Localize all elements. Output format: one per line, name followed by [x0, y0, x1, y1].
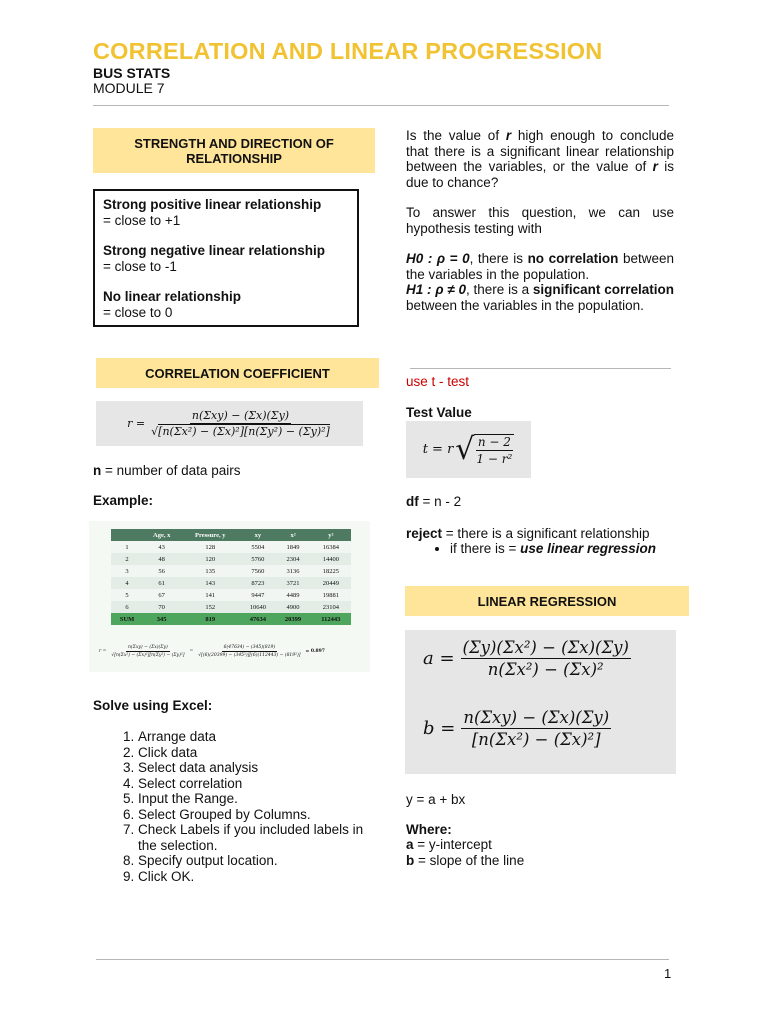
hypothesis-h0	[406, 251, 674, 282]
list-item: 5. Input the Range.	[138, 791, 373, 807]
intro-part3: is due to chance?	[406, 159, 674, 190]
strength-none-label: No linear relationship	[103, 289, 242, 304]
table-cell: 9447	[240, 589, 275, 601]
reject-bullet	[406, 541, 686, 557]
example-image	[89, 521, 370, 672]
linear-regression-heading-text: LINEAR REGRESSION	[477, 593, 617, 609]
example-formula-den: √[n(Σx²) − (Σx)²][n(Σy²) − (Σy)²]	[111, 653, 185, 658]
table-header-cell	[111, 529, 143, 541]
n-symbol: n	[93, 463, 102, 478]
table-sum-cell: SUM	[111, 613, 143, 625]
table-cell: 43	[143, 541, 180, 553]
strength-heading-text: STRENGTH AND DIRECTION OF RELATIONSHIP	[134, 135, 334, 166]
table-header-cell: Age, x	[143, 529, 180, 541]
reject-text: = there is a significant relationship	[442, 526, 650, 541]
table-cell: 23104	[311, 601, 351, 613]
list-item: 3. Select data analysis	[138, 760, 373, 776]
course-subtitle: BUS STATS	[93, 65, 171, 81]
intro-part2: high enough to conclude that there is a significant linear relationship between the variables, or the value of	[406, 128, 674, 174]
table-header-cell: x²	[275, 529, 310, 541]
table-cell: 2	[111, 553, 143, 565]
table-sum-cell: 112443	[311, 613, 351, 625]
where-label: Where:	[406, 822, 452, 837]
table-cell: 3721	[275, 577, 310, 589]
correlation-formula: r = $\frac{\text{n(Σxy) − (Σx)(Σy)}}{\text{√[n(Σx²) − (Σx)²][n(Σy²) − (Σy)²]}}$	[96, 401, 363, 446]
table-cell: 18225	[311, 565, 351, 577]
table-cell: 128	[180, 541, 240, 553]
list-item: 6. Select Grouped by Columns.	[138, 807, 373, 823]
example-label: Example:	[93, 493, 154, 508]
strength-positive-label: Strong positive linear relationship	[103, 197, 322, 212]
t-formula-denominator: 1 − r²	[476, 451, 513, 466]
table-sum-cell: 819	[180, 613, 240, 625]
linear-regression-heading	[405, 586, 689, 616]
table-cell: 3136	[275, 565, 310, 577]
table-cell: 141	[180, 589, 240, 601]
reject-label: reject	[406, 526, 443, 541]
formula-a-lhs: a =	[423, 648, 455, 669]
list-item: 7. Check Labels if you included labels in the selection.	[138, 822, 373, 853]
table-sum-cell: 20399	[275, 613, 310, 625]
table-cell: 6	[111, 601, 143, 613]
hypothesis-h1	[406, 282, 674, 313]
table-cell: 10640	[240, 601, 275, 613]
table-cell: 16384	[311, 541, 351, 553]
def-b-symbol: b	[406, 853, 415, 868]
table-header-cell: Pressure, y	[180, 529, 240, 541]
regression-equation: y = a + bx	[406, 792, 466, 807]
formula-b-denominator: [n(Σx²) − (Σx)²]	[471, 730, 601, 749]
correlation-coefficient-heading-text: CORRELATION COEFFICIENT	[145, 365, 330, 381]
intro-part1: Is the value of	[406, 128, 506, 143]
table-cell: 8723	[240, 577, 275, 589]
header-divider	[93, 105, 669, 106]
table-cell: 19881	[311, 589, 351, 601]
table-cell: 48	[143, 553, 180, 565]
def-b	[406, 853, 524, 869]
table-row	[111, 553, 351, 565]
table-sum-cell: 47634	[240, 613, 275, 625]
table-header-cell: xy	[240, 529, 275, 541]
table-row	[111, 589, 351, 601]
table-sum-row	[111, 613, 351, 625]
def-a-symbol: a	[406, 837, 414, 852]
def-b-text: = slope of the line	[414, 853, 525, 868]
table-cell: 4489	[275, 589, 310, 601]
module-label: MODULE 7	[93, 80, 165, 96]
strength-negative-label: Strong negative linear relationship	[103, 243, 326, 258]
h1-text1: , there is a	[466, 282, 533, 297]
table-cell: 5	[111, 589, 143, 601]
list-item: 9. Click OK.	[138, 869, 373, 885]
h1-text2: between the variables in the population.	[406, 297, 644, 313]
formula-r-lhs: r =	[127, 417, 146, 430]
h1-label: H1 : ρ ≠ 0	[406, 282, 466, 297]
formula-b-lhs: b =	[423, 718, 456, 739]
table-cell: 143	[180, 577, 240, 589]
intro-r1: r	[505, 128, 512, 143]
list-item: 2. Click data	[138, 745, 373, 761]
list-item: 8. Specify output location.	[138, 853, 373, 869]
t-formula-lhs: t = r	[422, 442, 454, 457]
formula-a-denominator: n(Σx²) − (Σx)²	[487, 660, 604, 679]
df-text: = n - 2	[418, 494, 462, 509]
test-value-label: Test Value	[406, 405, 472, 420]
formula-b-numerator: n(Σxy) − (Σx)(Σy)	[463, 708, 610, 727]
example-sub-den: √[(6)(20399) − (345²)][(6)(112443) − (819²)]	[198, 653, 301, 658]
table-cell: 56	[143, 565, 180, 577]
table-cell: 61	[143, 577, 180, 589]
table-sum-cell: 345	[143, 613, 180, 625]
h0-label: H0 : ρ = 0	[406, 251, 470, 266]
regression-formulas	[405, 630, 676, 774]
footer-divider	[96, 959, 669, 960]
table-cell: 5760	[240, 553, 275, 565]
reject-definition	[406, 526, 650, 542]
formula-a	[423, 638, 631, 679]
use-ttest-note: use t - test	[406, 374, 470, 389]
bullet-emphasis: use linear regression	[520, 541, 656, 556]
excel-heading: Solve using Excel:	[93, 698, 213, 713]
formula-r-denominator: [n(Σx²) − (Σx)²][n(Σy²) − (Σy)²]	[158, 425, 330, 438]
table-cell: 67	[143, 589, 180, 601]
table-cell: 4	[111, 577, 143, 589]
formula-r-numerator: n(Σxy) − (Σx)(Σy)	[191, 409, 290, 422]
example-result: = 0.897	[305, 649, 325, 654]
table-row	[111, 565, 351, 577]
formula-b	[423, 708, 611, 749]
table-cell: 14400	[311, 553, 351, 565]
def-a-text: = y-intercept	[413, 837, 492, 852]
table-header-cell: y²	[311, 529, 351, 541]
df-definition	[406, 494, 461, 510]
table-cell: 120	[180, 553, 240, 565]
table-cell: 3	[111, 565, 143, 577]
right-divider	[410, 368, 671, 369]
table-cell: 7560	[240, 565, 275, 577]
table-row	[111, 601, 351, 613]
strength-negative-value: = close to -1	[103, 258, 177, 274]
list-item: 1. Arrange data	[138, 729, 373, 745]
table-cell: 1	[111, 541, 143, 553]
answer-paragraph: To answer this question, we can use hypothesis testing with	[406, 205, 674, 236]
table-cell: 5504	[240, 541, 275, 553]
formula-a-numerator: (Σy)(Σx²) − (Σx)(Σy)	[462, 638, 629, 657]
document-title: CORRELATION AND LINEAR PROGRESSION	[93, 38, 603, 64]
strength-box	[93, 189, 359, 327]
intro-r2: r	[652, 159, 658, 174]
table-cell: 70	[143, 601, 180, 613]
table-row	[111, 541, 351, 553]
h0-text2: between the variables in the population.	[406, 251, 674, 282]
table-cell: 4900	[275, 601, 310, 613]
table-cell: 152	[180, 601, 240, 613]
example-sub-num: 6(47634) − (345)(819)	[223, 645, 276, 650]
table-row	[111, 577, 351, 589]
table-cell: 2304	[275, 553, 310, 565]
df-symbol: df	[406, 494, 419, 509]
example-formula-num: n(Σxy) − (Σx)(Σy)	[128, 645, 168, 650]
n-definition-text: = number of data pairs	[101, 463, 241, 478]
table-cell: 135	[180, 565, 240, 577]
t-formula-numerator: n − 2	[477, 434, 511, 449]
example-formula: r = $\frac{\text{n(Σxy) − (Σx)(Σy)}}{\text{√[n(Σx²) − (Σx)²][n(Σy²) − (Σy)²]}}$ = $\frac{6(47634) - (345)(819)}{\text{√[(6)(20399) − (345²)][(6)(112443) − (819²)]}}$ = 0.897	[99, 645, 325, 658]
page-number: 1	[664, 966, 672, 981]
strength-positive-value: = close to +1	[103, 212, 181, 228]
table-cell: 1849	[275, 541, 310, 553]
strength-heading	[93, 128, 375, 173]
excel-steps	[93, 729, 373, 884]
correlation-coefficient-heading	[96, 358, 379, 388]
intro-paragraph	[406, 128, 674, 190]
def-a	[406, 837, 492, 853]
example-table	[111, 529, 351, 625]
h1-bold: significant correlation	[532, 282, 674, 297]
h0-bold: no correlation	[527, 251, 619, 266]
table-cell: 20449	[311, 577, 351, 589]
t-formula: t = r √ $\frac{n - 2}{\text{1 − r²}}$	[406, 421, 531, 478]
n-definition	[93, 463, 240, 479]
bullet-text: if there is =	[450, 541, 521, 556]
h0-text1: , there is	[469, 251, 528, 266]
strength-none-value: = close to 0	[103, 304, 173, 320]
list-item: 4. Select correlation	[138, 776, 373, 792]
